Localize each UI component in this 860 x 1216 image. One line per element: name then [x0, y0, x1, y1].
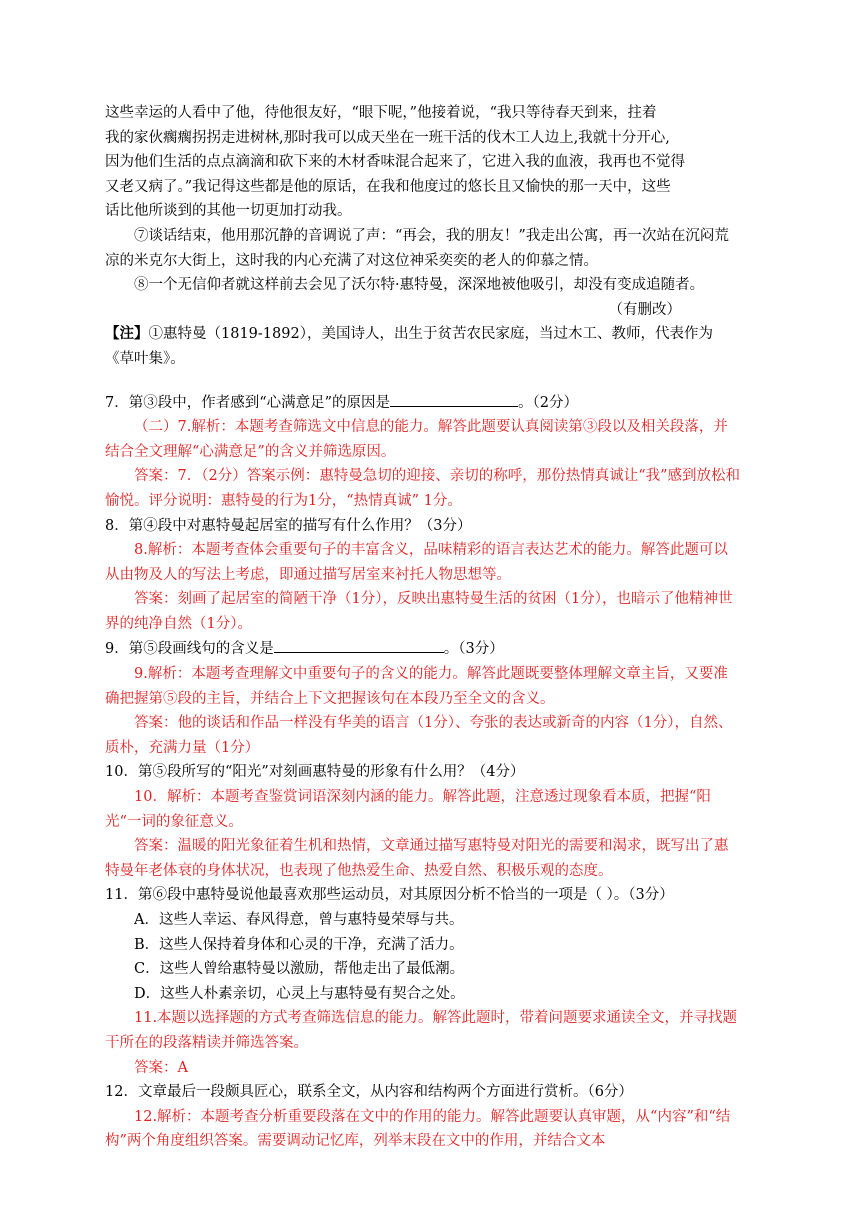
text-line: 因为他们生活的点点滴滴和砍下来的木材香味混合起来了，它进入我的血液，我再也不觉得 [105, 154, 685, 171]
analysis-11: 11.本题以选择题的方式考查筛选信息的能力。解答此题时，带着问题要求通读全文，并寻找题干所在的段落精读并筛选答案。 [105, 1010, 738, 1051]
text-line: 我的家伙瘸瘸拐拐走进树林,那时我可以成天坐在一班干活的伐木工人边上,我就十分开心, [105, 129, 670, 146]
option-b: B．这些人保持着身体和心灵的干净，充满了活力。 [134, 936, 464, 953]
question-stem: 9．第⑤段画线句的含义是 [105, 641, 274, 658]
option-d: D．这些人朴素亲切，心灵上与惠特曼有契合之处。 [134, 985, 465, 1002]
analysis-9: 9.解析：本题考查理解文中重要句子的含义的能力。解答此题既要整体理解文章主旨，又要准确把握第⑤段的主旨，并结合上下文把握该句在本段乃至全文的含义。 [105, 666, 728, 707]
source-note: （有删改） [608, 301, 681, 318]
question-score: 。（3分） [443, 641, 504, 658]
option-c: C．这些人曾给惠特曼以激励，帮他走出了最低潮。 [134, 961, 465, 978]
question-7 [105, 390, 741, 416]
footnote-text: ①惠特曼（1819-1892），美国诗人，出生于贫苦农民家庭，当过木工、教师，代表作为《草叶集》。 [105, 326, 713, 367]
answer-8: 答案：刻画了起居室的简陋干净（1分），反映出惠特曼生活的贫困（1分），也暗示了他精神世界的纯净自然（1分）。 [105, 591, 733, 632]
answer-blank [390, 390, 518, 407]
analysis-12: 12.解析：本题考查分析重要段落在文中的作用的能力。解答此题要认真审题，从“内容”和“结构”两个角度组织答案。需要调动记忆库，列举末段在文中的作用，并结合文本 [105, 1108, 731, 1150]
question-score: 。（2分） [518, 394, 579, 411]
spacer [105, 372, 741, 390]
passage-paragraph-8: ⑧一个无信仰者就这样前去会见了沃尔特·惠特曼，深深地被他吸引，却没有变成追随者。 [134, 277, 705, 294]
question-10: 10．第⑤段所写的“阳光”对刻画惠特曼的形象有什么用？（4分） [105, 764, 525, 781]
question-12: 12．文章最后一段颇具匠心，联系全文，从内容和结构两个方面进行赏析。（6分） [105, 1084, 633, 1101]
document-content [105, 101, 741, 1154]
answer-11: 答案：A [134, 1059, 188, 1076]
option-a: A．这些人幸运、春风得意，曾与惠特曼荣辱与共。 [134, 912, 464, 928]
text-line: 话比他所谈到的其他一切更加打动我。 [105, 203, 352, 220]
answer-7: 答案：7．（2分）答案示例：惠特曼急切的迎接、亲切的称呼，那份热情真诚让“我”感到放松和愉悦。评分说明：惠特曼的行为1分，“热情真诚” 1分。 [105, 468, 741, 509]
question-9 [105, 636, 741, 662]
footnote-label: 【注】 [105, 325, 149, 343]
analysis-7: （二）7.解析：本题考查筛选文中信息的能力。解答此题要认真阅读第③段以及相关段落，并结合全文理解“心满意足”的含义并筛选原因。 [105, 419, 728, 460]
answer-10: 答案：温暖的阳光象征着生机和热情，文章通过描写惠特曼对阳光的需要和渴求，既写出了惠特曼年老体衰的身体状况，也表现了他热爱生命、热爱自然、积极乐观的态度。 [105, 838, 729, 879]
question-stem: 7．第③段中，作者感到“心满意足”的原因是 [105, 394, 391, 411]
question-11: 11．第⑥段中惠特曼说他最喜欢那些运动员，对其原因分析不恰当的一项是（ ）。（3分） [105, 887, 674, 904]
text-line: 又老又病了。”我记得这些都是他的原话，在我和他度过的悠长且又愉快的那一天中，这些 [105, 178, 671, 195]
answer-9: 答案：他的谈话和作品一样没有华美的语言（1分）、夸张的表达或新奇的内容（1分），自然、质朴，充满力量（1分） [105, 715, 733, 756]
footnote [105, 322, 741, 371]
text-line: 这些幸运的人看中了他，待他很友好，“眼下呢，”他接着说，“我只等待春天到来，拄着 [105, 105, 657, 121]
answer-blank [274, 636, 444, 653]
analysis-8: 8.解析：本题考查体会重要句子的丰富含义，品味精彩的语言表达艺术的能力。解答此题可以从由物及人的写法上考虑，即通过描写居室来衬托人物思想等。 [105, 542, 728, 583]
question-8: 8．第④段中对惠特曼起居室的描写有什么作用？（3分） [105, 517, 472, 534]
passage-paragraph-6-end [105, 101, 741, 224]
analysis-10: 10．解析：本题考查鉴赏词语深刻内涵的能力。解答此题，注意透过现象看本质，把握“阳光“一词的象征意义。 [105, 789, 711, 830]
passage-paragraph-7: ⑦谈话结束，他用那沉静的音调说了声：“再会，我的朋友！”我走出公寓，再一次站在沉闷荒凉的米克尔大街上，这时我的内心充满了对这位神采奕奕的老人的仰慕之情。 [105, 227, 729, 269]
